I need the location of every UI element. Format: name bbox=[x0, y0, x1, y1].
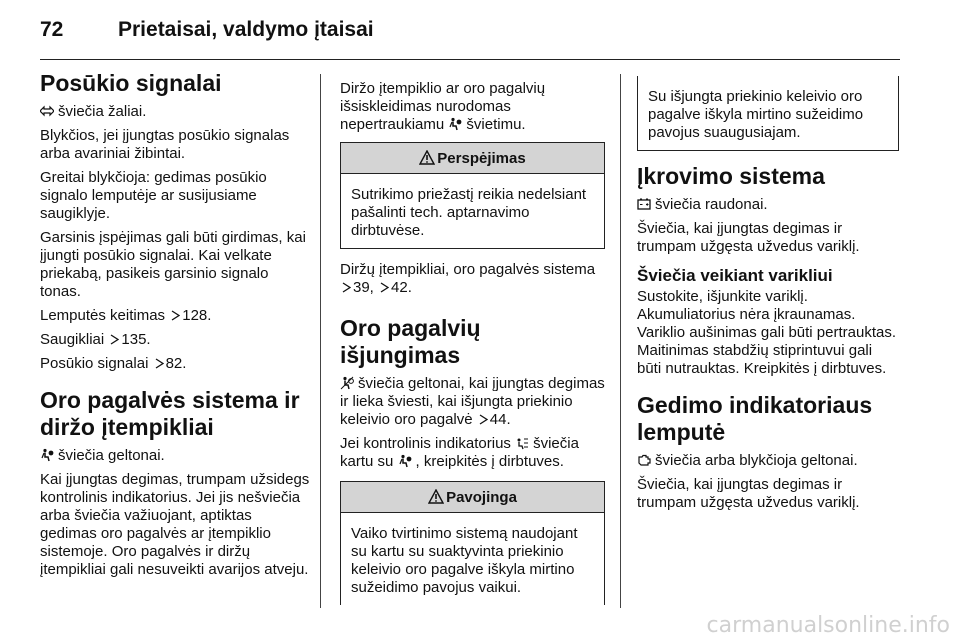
section-heading-turn-signals: Posūkio signalai bbox=[40, 70, 222, 96]
column-right bbox=[637, 76, 899, 518]
airbag-icon bbox=[448, 117, 462, 131]
battery-icon bbox=[637, 197, 651, 211]
paragraph: Sustokite, išjunkite variklį. Akumuliatorius nėra įkraunamas. Variklio aušinimas gali būti pertrauktas. Maitinimas stabdžių stiprintuvui gali būti nutrauktas. Kreipkitės į dirbtuves. bbox=[637, 288, 897, 377]
section-heading-airbag-system: Oro pagalvės sistema ir diržo įtempikliai bbox=[40, 387, 300, 440]
page-reference-icon bbox=[155, 358, 164, 369]
paragraph: Garsinis įspėjimas gali būti girdimas, kai įjungti posūkio signalai. Kai velkate priekabą, pasikeis garsinio signalo tonas. bbox=[40, 229, 306, 300]
page-reference-icon bbox=[479, 414, 488, 425]
page-title: Prietaisai, valdymo įtaisai bbox=[118, 18, 374, 41]
danger-box bbox=[340, 481, 605, 605]
column-divider bbox=[620, 74, 621, 608]
danger-box-continued-text: Su išjungta priekinio keleivio oro pagalve iškyla mirtino sužeidimo pavojus suaugusiajam. bbox=[648, 88, 864, 141]
column-divider bbox=[320, 74, 321, 608]
column-left bbox=[40, 70, 310, 585]
paragraph: Jei kontrolinis indikatorius šviečia kartu su , kreipkitės į dirbtuves. bbox=[340, 435, 579, 470]
paragraph: Šviečia, kai įjungtas degimas ir trumpam užgęsta užvedus variklį. bbox=[637, 220, 860, 255]
airbag-on-icon bbox=[515, 436, 529, 450]
watermark: carmanualsonline.info bbox=[706, 613, 950, 638]
warning-triangle-icon bbox=[419, 150, 435, 165]
malfunction-status: šviečia arba blykčioja geltonai. bbox=[637, 452, 899, 470]
subheading-engine-running: Šviečia veikiant varikliui bbox=[637, 266, 833, 285]
warning-box bbox=[340, 142, 605, 249]
paragraph: Greitai blykčioja: gedimas posūkio signalo lemputėje ar susijusiame saugiklyje. bbox=[40, 169, 267, 222]
page-reference-icon bbox=[380, 282, 389, 293]
page-reference-icon bbox=[171, 310, 180, 321]
airbag-status: šviečia geltonai. bbox=[40, 447, 310, 465]
paragraph: Diržo įtempiklio ar oro pagalvių išsiskleidimas nurodomas nepertraukiamu švietimu. bbox=[340, 80, 546, 133]
airbag-icon bbox=[40, 448, 54, 462]
charging-status: šviečia raudonai. bbox=[637, 196, 899, 214]
engine-check-icon bbox=[637, 453, 651, 467]
warning-box-text: Sutrikimo priežastį reikia nedelsiant pašalinti tech. aptarnavimo dirbtuvėse. bbox=[351, 186, 587, 239]
reference-bulb-change: Lemputės keitimas 128. bbox=[40, 307, 212, 324]
danger-box-continued bbox=[637, 76, 899, 151]
section-heading-charging-system: Įkrovimo sistema bbox=[637, 163, 825, 189]
page-number: 72 bbox=[40, 18, 64, 41]
section-heading-airbag-deactivation: Oro pagalvių išjungimas bbox=[340, 315, 481, 368]
airbag-off-icon bbox=[340, 376, 354, 390]
reference-belt-tensioners: Diržų įtempikliai, oro pagalvės sistema 39, 42. bbox=[340, 261, 596, 296]
warning-box-header: Perspėjimas bbox=[341, 143, 604, 174]
warning-triangle-icon bbox=[428, 489, 444, 504]
section-heading-malfunction-lamp: Gedimo indikatoriaus lemputė bbox=[637, 392, 873, 445]
paragraph: Šviečia, kai įjungtas degimas ir trumpam užgęsta užvedus variklį. bbox=[637, 476, 860, 511]
paragraph: šviečia geltonai, kai įjungtas degimas ir lieka šviesti, kai išjungta priekinio keleivio oro pagalvė 44. bbox=[340, 375, 605, 428]
reference-fuses: Saugikliai 135. bbox=[40, 331, 151, 348]
turn-signal-status: šviečia žaliai. bbox=[40, 103, 310, 121]
danger-box-header: Pavojinga bbox=[341, 482, 604, 513]
page-reference-icon bbox=[342, 282, 351, 293]
turn-signal-icon bbox=[40, 104, 54, 118]
page-reference-icon bbox=[110, 334, 119, 345]
reference-turn-signals: Posūkio signalai 82. bbox=[40, 355, 187, 372]
paragraph: Kai įjungtas degimas, trumpam užsidegs kontrolinis indikatorius. Jei jis nešviečia arba šviečia važiuojant, aptiktas gedimas oro pagalvės ar įtempiklio sistemoje. Oro pagalvės ir diržų įtempikliai gali nesuveikti avarijos atveju. bbox=[40, 471, 310, 578]
airbag-icon bbox=[398, 454, 412, 468]
paragraph: Blykčios, jei įjungtas posūkio signalas arba avariniai žibintai. bbox=[40, 127, 290, 162]
header-divider bbox=[40, 59, 900, 60]
column-middle bbox=[340, 80, 605, 615]
page-header bbox=[0, 0, 960, 62]
danger-box-text: Vaiko tvirtinimo sistemą naudojant su kartu su suaktyvinta priekinio keleivio oro pagalve iškyla mirtino sužeidimo pavojus vaikui. bbox=[351, 525, 578, 596]
